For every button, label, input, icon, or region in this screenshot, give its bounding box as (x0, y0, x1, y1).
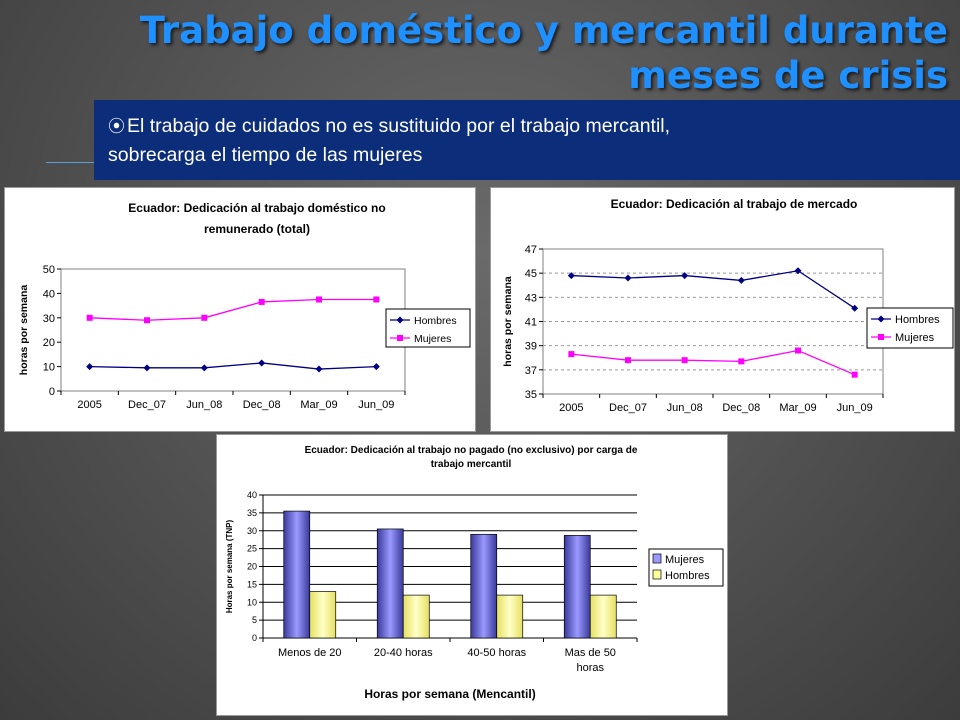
chart3-x-tick-label: horas (576, 662, 605, 674)
chart2-title: Ecuador: Dedicación al trabajo de mercado (610, 197, 858, 211)
bullet-text-line-1: El trabajo de cuidados no es sustituido por el trabajo mercantil, (127, 115, 671, 137)
chart2-x-tick-label: 2005 (559, 402, 584, 414)
bullet-box (94, 100, 960, 180)
chart-domestic-work (4, 187, 476, 432)
chart3-bar-mujeres (377, 529, 403, 638)
chart2-x-tick-label: Jun_09 (836, 402, 873, 414)
chart3-bar-hombres (310, 592, 336, 638)
chart3-y-tick-label: 25 (246, 543, 257, 554)
chart1-legend-label-hombres: Hombres (414, 315, 457, 327)
chart3-x-axis-label: Horas por semana (Mencantil) (364, 687, 536, 701)
chart2-x-tick-label: Dec_08 (722, 402, 761, 414)
bullet-text-line-2: sobrecarga el tiempo de las mujeres (108, 144, 423, 166)
chart1-legend-label-mujeres: Mujeres (414, 333, 452, 345)
chart3-y-tick-label: 5 (251, 615, 257, 626)
chart3-y-tick-label: 15 (246, 579, 257, 590)
chart3-bar-hombres (497, 595, 523, 638)
chart2-y-axis-label: horas por semana (502, 276, 514, 367)
chart1-x-tick-label: Mar_09 (300, 399, 338, 411)
bullet-icon: ⦿ (108, 117, 125, 136)
chart3-bar-hombres (403, 595, 429, 638)
chart2-x-tick-label: Mar_09 (779, 402, 817, 414)
chart1-x-tick-label: Dec_07 (128, 399, 166, 411)
chart3-y-tick-label: 20 (246, 561, 257, 572)
chart2-legend-marker-mujeres (878, 334, 884, 340)
chart3-bar-mujeres (284, 511, 310, 638)
chart1-x-tick-label: Jun_08 (186, 399, 223, 411)
chart3-title: Ecuador: Dedicación al trabajo no pagado (no exclusivo) por carga de (304, 445, 638, 456)
chart1-y-tick-label: 30 (42, 312, 55, 325)
chart3-bar-mujeres (471, 534, 497, 638)
chart1-x-tick-label: Jun_09 (358, 399, 395, 411)
chart1-title: Ecuador: Dedicación al trabajo doméstico no (128, 201, 386, 215)
chart1-point-mujeres (259, 299, 265, 305)
title-underline (46, 162, 96, 163)
chart1-x-tick-label: 2005 (77, 399, 102, 411)
chart1-title: remunerado (total) (203, 222, 311, 236)
chart-market-work (490, 187, 955, 432)
chart1-y-tick-label: 20 (42, 337, 55, 350)
chart2-x-tick-label: Dec_07 (609, 402, 647, 414)
chart3-legend-label-hombres: Hombres (665, 570, 710, 582)
slide-title-line-2: meses de crisis (628, 54, 948, 97)
chart3-bar-hombres (590, 595, 616, 638)
chart-market-work-svg (491, 188, 954, 431)
chart2-y-tick-label: 35 (524, 389, 537, 401)
chart3-y-tick-label: 35 (246, 507, 257, 518)
chart3-x-tick-label: 40-50 horas (467, 647, 527, 659)
chart3-legend-swatch-hombres (653, 570, 661, 579)
chart3-y-tick-label: 40 (246, 490, 257, 500)
chart-domestic-work-svg (5, 188, 475, 431)
chart1-legend-marker-mujeres (397, 335, 403, 341)
chart3-y-axis-label: Horas por semana (TNP) (225, 519, 234, 614)
chart2-y-tick-label: 41 (524, 316, 537, 329)
chart3-bar-mujeres (564, 535, 590, 638)
chart2-y-tick-label: 47 (524, 244, 537, 256)
chart2-point-mujeres (625, 357, 631, 363)
slide-title (88, 8, 948, 98)
chart2-y-tick-label: 45 (524, 268, 537, 281)
chart3-y-tick-label: 10 (246, 597, 257, 608)
chart-unpaid-work-svg (217, 435, 727, 715)
chart1-y-tick-label: 0 (48, 386, 55, 398)
chart2-point-mujeres (852, 372, 858, 378)
chart2-legend-label-hombres: Hombres (895, 314, 940, 326)
chart-unpaid-work-by-load (216, 434, 728, 716)
chart2-point-mujeres (568, 351, 574, 357)
chart3-x-tick-label: 20-40 horas (373, 647, 433, 659)
chart2-y-tick-label: 43 (524, 292, 537, 305)
chart1-point-mujeres (201, 315, 207, 321)
chart2-y-tick-label: 37 (524, 364, 537, 377)
chart1-y-axis-label: horas por semana (18, 284, 30, 376)
chart1-plot-area (61, 269, 405, 391)
chart2-y-tick-label: 39 (524, 340, 537, 353)
chart3-legend-swatch-mujeres (653, 554, 661, 563)
chart1-y-tick-label: 10 (42, 361, 55, 374)
chart1-point-mujeres (144, 317, 150, 323)
chart3-legend-label-mujeres: Mujeres (665, 554, 705, 566)
chart2-x-tick-label: Jun_08 (666, 402, 703, 414)
chart1-y-tick-label: 50 (42, 264, 55, 276)
chart2-legend-label-mujeres: Mujeres (895, 332, 935, 344)
chart1-point-mujeres (87, 315, 93, 321)
chart3-x-tick-label: Menos de 20 (277, 647, 342, 659)
chart2-point-mujeres (682, 357, 688, 363)
chart2-point-mujeres (738, 358, 744, 364)
chart1-point-mujeres (316, 297, 322, 303)
chart3-title: trabajo mercantil (430, 459, 512, 470)
chart1-point-mujeres (373, 297, 379, 303)
chart1-x-tick-label: Dec_08 (242, 399, 281, 411)
chart2-point-mujeres (795, 348, 801, 354)
chart3-y-tick-label: 30 (246, 525, 257, 536)
chart1-y-tick-label: 40 (42, 288, 55, 301)
slide-title-line-1: Trabajo doméstico y mercantil durante (139, 9, 948, 52)
chart3-y-tick-label: 0 (251, 633, 257, 643)
chart3-x-tick-label: Mas de 50 (564, 647, 616, 659)
